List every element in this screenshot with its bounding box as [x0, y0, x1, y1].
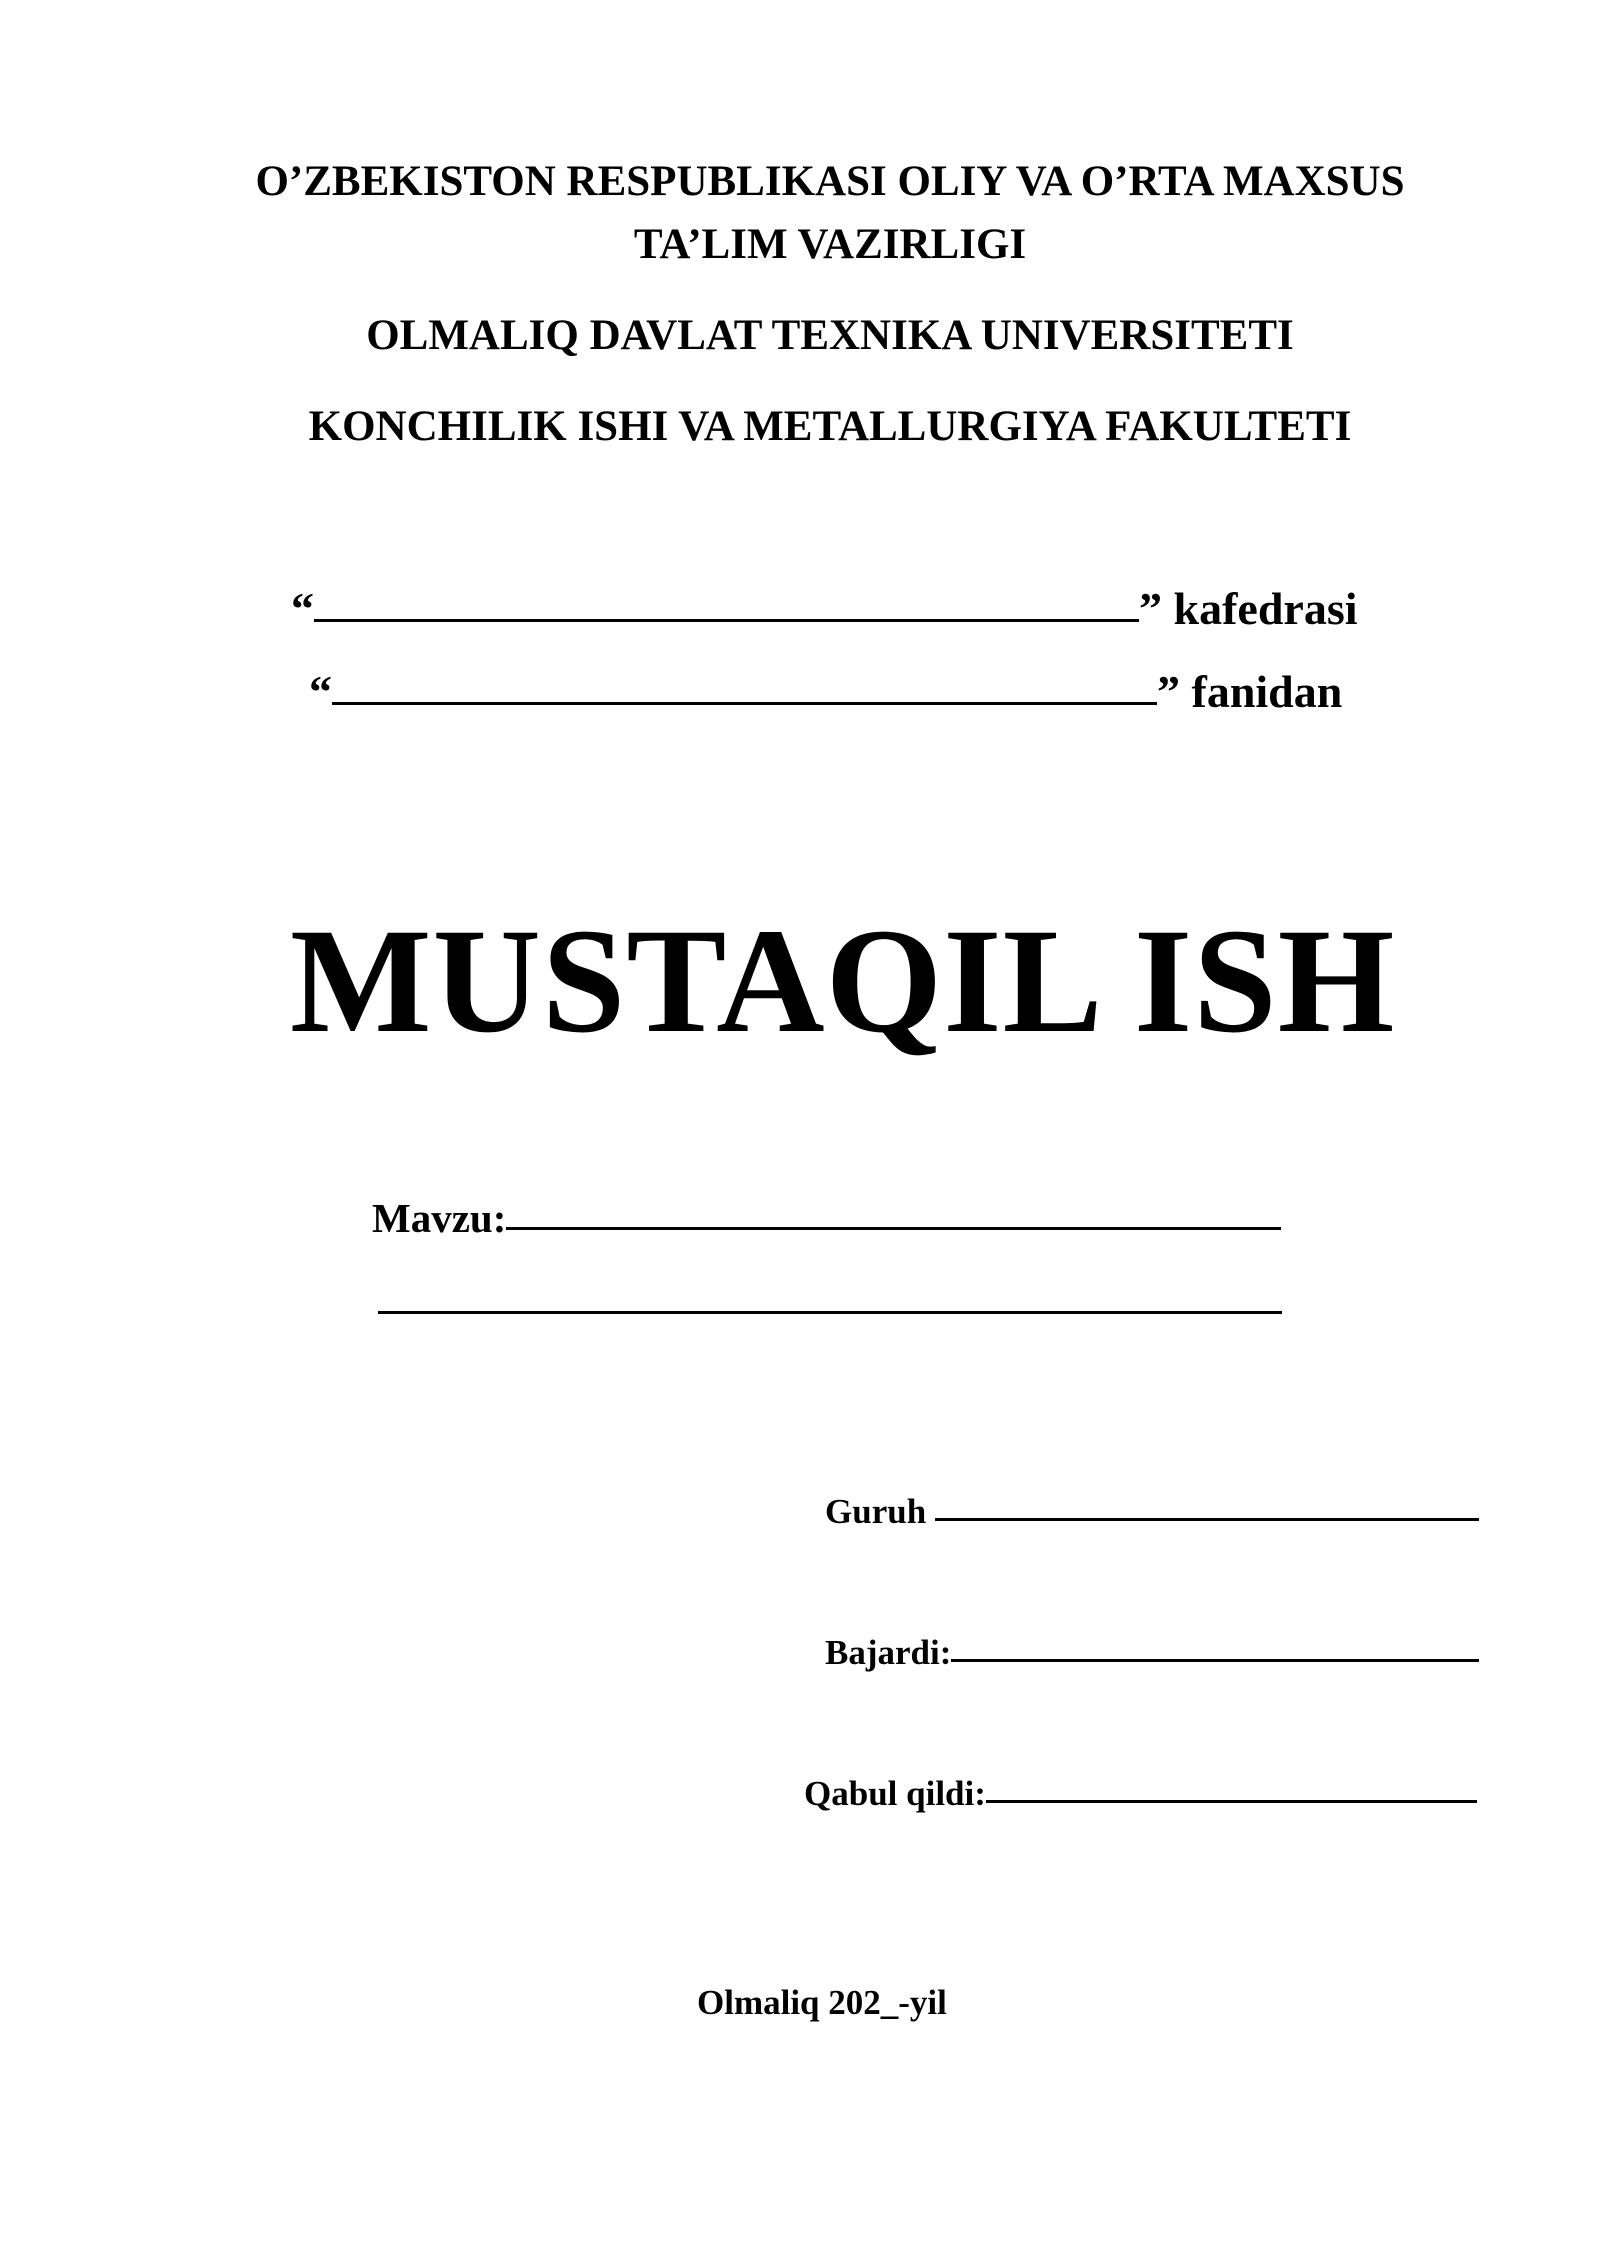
group-label: Guruh	[825, 1492, 935, 1531]
subject-suffix: fanidan	[1180, 666, 1343, 717]
accepted-by-blank[interactable]	[986, 1765, 1477, 1803]
group-blank[interactable]	[935, 1483, 1479, 1521]
subject-close-quote: ”	[1157, 666, 1180, 717]
done-by-blank[interactable]	[951, 1624, 1479, 1662]
accepted-by-line	[804, 1767, 1477, 1814]
document-title: MUSTAQIL ISH	[290, 898, 1396, 1064]
ministry-line-2: TA’LIM VAZIRLIGI	[633, 221, 1027, 268]
department-blank[interactable]	[314, 573, 1139, 622]
done-by-label: Bajardi:	[825, 1633, 952, 1672]
subject-blank[interactable]	[332, 656, 1157, 705]
department-suffix: kafedrasi	[1162, 583, 1358, 634]
subject-line	[309, 658, 1342, 718]
topic-blank[interactable]	[506, 1186, 1281, 1230]
topic-line	[372, 1188, 1281, 1242]
department-close-quote: ”	[1139, 583, 1162, 634]
department-open-quote: “	[291, 583, 314, 634]
done-by-line	[825, 1626, 1479, 1673]
topic-label: Mavzu:	[372, 1195, 507, 1241]
place-year: Olmaliq 202_-yil	[697, 1983, 947, 2022]
group-line	[825, 1485, 1479, 1532]
topic-blank-2[interactable]	[378, 1270, 1282, 1314]
department-line	[291, 575, 1358, 635]
ministry-line-1: O’ZBEKISTON RESPUBLIKASI OLIY VA O’RTA MAXSUS	[255, 158, 1405, 205]
faculty-name: KONCHILIK ISHI VA METALLURGIYA FAKULTETI	[308, 403, 1352, 450]
topic-line-2	[378, 1272, 1282, 1326]
accepted-by-label: Qabul qildi:	[804, 1774, 986, 1813]
university-name: OLMALIQ DAVLAT TEXNIKA UNIVERSITETI	[366, 312, 1294, 359]
subject-open-quote: “	[309, 666, 332, 717]
